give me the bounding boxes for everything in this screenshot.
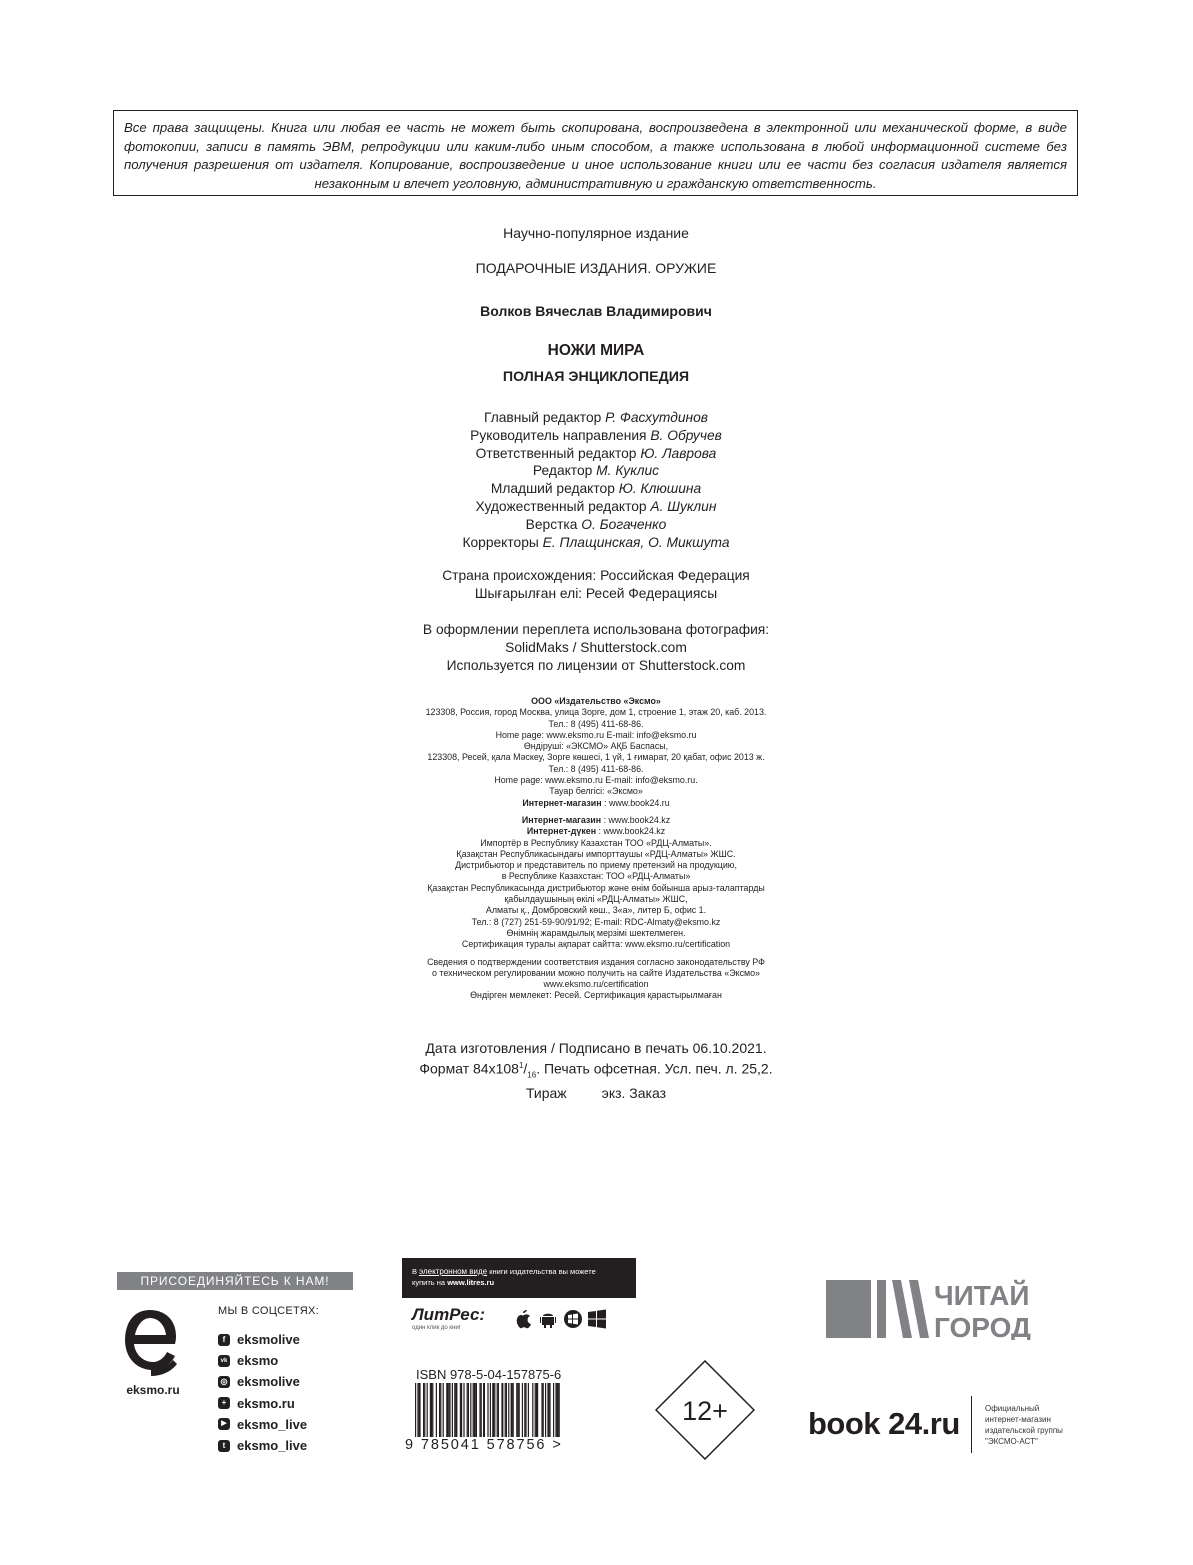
- social-item-instagram[interactable]: ◎ eksmolive: [218, 1371, 358, 1392]
- windows-phone-icon: [563, 1309, 581, 1329]
- windows-icon: [587, 1309, 605, 1329]
- photo-credit: В оформлении переплета использована фотография: SolidMaks / Shutterstock.com Используется по лицензии от Shutterstock.com: [422, 622, 770, 673]
- social-title: МЫ В СОЦСЕТЯХ:: [218, 1305, 320, 1317]
- imprint-line: Қазақстан Республикасындағы импорттаушы «РДЦ-Алматы» ЖШС.: [456, 848, 736, 859]
- youtube-icon: ▶: [218, 1418, 230, 1430]
- eksmo-url[interactable]: eksmo.ru: [126, 1383, 180, 1397]
- apple-icon: [515, 1309, 533, 1329]
- book24-note: Официальный интернет-магазин издательской группы "ЭКСМО-АСТ": [985, 1404, 1063, 1446]
- svg-text:ГОРОД: ГОРОД: [934, 1312, 1031, 1340]
- author-name: Волков Вячеслав Владимирович: [480, 303, 712, 319]
- social-item-vk[interactable]: vk eksmo: [218, 1350, 358, 1371]
- credit-line: Художественный редактор А. Шуклин: [475, 498, 717, 514]
- credits-list: [340, 409, 852, 551]
- credit-line: Руководитель направления В. Обручев: [470, 427, 722, 443]
- svg-text:12+: 12+: [682, 1396, 728, 1426]
- imprint-line: Тауар белгісі: «Эксмо»: [549, 786, 643, 797]
- litres-banner[interactable]: В электронном виде книги издательства вы можете купить на www.litres.ru: [402, 1258, 636, 1298]
- imprint-line: www.eksmo.ru/certification: [543, 979, 649, 990]
- imprint-line: Тел.: 8 (727) 251-59-90/91/92; E-mail: RDC-Almaty@eksmo.kz: [471, 916, 721, 927]
- book24-logo: book 24.ru: [808, 1406, 960, 1441]
- credit-line: Корректоры Е. Плащинская, О. Микшута: [462, 534, 730, 550]
- social-list: [218, 1329, 358, 1456]
- social-item-youtube[interactable]: ▶ eksmo_live: [218, 1414, 358, 1435]
- barcode-icon: [413, 1383, 563, 1442]
- join-us-banner: ПРИСОЕДИНЯЙТЕСЬ К НАМ!: [117, 1272, 353, 1290]
- credit-line: Ответственный редактор Ю. Лаврова: [475, 445, 717, 461]
- android-icon: [539, 1309, 557, 1329]
- site-icon: +: [218, 1397, 230, 1409]
- imprint-line: қабылдаушының өкілі «РДЦ-Алматы» ЖШС,: [504, 894, 688, 905]
- eksmo-logo-icon: [121, 1306, 179, 1385]
- publisher-imprint: ООО «Издательство «Эксмо» 123308, Россия, город Москва, улица Зорге, дом 1, строение 1, этаж 20, каб. 2013. Тел.: 8 (495) 411-68-86. Home page: www.eksmo.ru E-mail: info@eksmo.ru Өндіруші: «ЭКСМО» АҚБ Баспасы, 123308, Ресей, қала Мәскеу, Зорге көшесі, 1 үй, 1 ғимарат, 20 қабат, офис 2013 ж. Тел.: 8 (495) 411-68-86. Home page: www.eksmo.ru E-mail: info@eksmo.ru. Тауар белгісі: «Эксмо» Интернет-магазин : www.book24.ru Интернет-магазин : www.book24.kz Интернет-дүкен : www.book24.kz Импортёр в Республику Казахстан ТОО «РДЦ-Алматы». Қазақстан Республикасындағы импорттаушы «РДЦ-Алматы» ЖШС. Дистрибьютор и представитель по приему претензий на продукцию, в Республике Казахстан: ТОО «РДЦ-Алматы» Қазақстан Республикасында дистрибьютор және өнім бойынша арыз-талаптарды қабылдаушының өкілі «РДЦ-Алматы» ЖШС, Алматы қ., Домбровский көш., 3«а», литер Б, офис 1. Тел.: 8 (727) 251-59-90/91/92; E-mail: RDC-Almaty@eksmo.kz Өнімнің жарамдылық мерзімі шектелмеген. Сертификация туралы ақпарат сайтта: www.eksmo.ru/certification Сведения о подтверждении соответствия издания согласно законодательству РФ о техническом регулировании можно получить на сайте Издательства «Эксмо» www.eksmo.ru/certification Өндірген мемлекет: Ресей. Сертификация қарастырылмаған: [340, 696, 852, 1002]
- imprint-line: Сведения о подтверждении соответствия издания согласно законодательству РФ: [427, 956, 765, 967]
- isbn: ISBN 978-5-04-157875-6: [416, 1367, 562, 1382]
- imprint-line: Өндіруші: «ЭКСМО» АҚБ Баспасы,: [523, 741, 669, 752]
- social-item-facebook[interactable]: f eksmolive: [218, 1329, 358, 1350]
- imprint-line: 123308, Россия, город Москва, улица Зорге, дом 1, строение 1, этаж 20, каб. 2013.: [425, 707, 767, 718]
- imprint-line: Дистрибьютор и представитель по приему претензий на продукцию,: [455, 860, 737, 871]
- series-name: ПОДАРОЧНЫЕ ИЗДАНИЯ. ОРУЖИЕ: [475, 260, 717, 276]
- credit-line: Редактор М. Куклис: [532, 463, 660, 479]
- imprint-line: Сертификация туралы ақпарат сайтта: www.eksmo.ru/certification: [461, 939, 731, 950]
- production-info: Дата изготовления / Подписано в печать 06.10.2021. Формат $84x108^1/_{16}$. Печать офсетная. Усл. печ. л. 25,2. Тираж экз. Заказ: [419, 1040, 773, 1102]
- vk-icon: vk: [218, 1355, 230, 1367]
- imprint-line: Алматы қ., Домбровский көш., 3«а», литер Б, офис 1.: [485, 905, 707, 916]
- social-item-twitter[interactable]: t eksmo_live: [218, 1435, 358, 1456]
- credit-line: Главный редактор Р. Фасхутдинов: [484, 410, 708, 425]
- credit-line: Верстка О. Богаченко: [525, 516, 667, 532]
- litres-tagline: один клик до книг: [412, 1325, 461, 1331]
- imprint-line: Home page: www.eksmo.ru E-mail: info@eksmo.ru.: [494, 775, 698, 786]
- chitai-gorod-logo: [826, 1278, 1058, 1345]
- book-subtitle: ПОЛНАЯ ЭНЦИКЛОПЕДИЯ: [502, 369, 690, 385]
- litres-logo: ЛитРес:: [412, 1305, 486, 1324]
- age-rating-badge: [655, 1360, 755, 1465]
- country-of-origin: Страна происхождения: Российская Федерация Шығарылған елі: Ресей Федерациясы: [442, 568, 750, 601]
- facebook-icon: f: [218, 1334, 230, 1346]
- rights-notice: Все права защищены. Книга или любая ее часть не может быть скопирована, воспроизведена в электронной или механической форме, в виде фотокопии, записи в память ЭВМ, репродукции или каким-либо иным способом, а также использована в любой информационной системе без получения разрешения от издателя. Копирование, воспроизведение и иное использование книги или ее части без согласия издателя является незаконным и влечет уголовную, административную и гражданскую ответственность.: [113, 110, 1078, 196]
- imprint-line: Қазақстан Республикасында дистрибьютор және өнім бойынша арыз-талаптарды: [427, 882, 765, 893]
- imprint-line: Өндірген мемлекет: Ресей. Сертификация қарастырылмаған: [470, 990, 722, 1001]
- instagram-icon: ◎: [218, 1376, 230, 1388]
- imprint-line: Тел.: 8 (495) 411-68-86.: [548, 718, 644, 729]
- credit-line: Младший редактор Ю. Клюшина: [490, 481, 702, 497]
- twitter-icon: t: [218, 1440, 230, 1452]
- divider: [971, 1396, 972, 1453]
- imprint-line: Home page: www.eksmo.ru E-mail: info@eksmo.ru: [495, 729, 697, 740]
- imprint-line: Өнімнің жарамдылық мерзімі шектелмеген.: [506, 927, 686, 938]
- book-title: НОЖИ МИРА: [547, 342, 645, 359]
- edition-type: Научно-популярное издание: [503, 225, 689, 241]
- imprint-line: Импортёр в Республику Казахстан ТОО «РДЦ-Алматы».: [480, 837, 712, 848]
- platform-icons: [515, 1309, 605, 1329]
- imprint-line: 123308, Ресей, қала Мәскеу, Зорге көшесі, 1 үй, 1 ғимарат, 20 қабат, офис 2013 ж.: [427, 752, 765, 763]
- imprint-line: о техническом регулировании можно получить на сайте Издательства «Эксмо»: [432, 967, 760, 978]
- svg-text:ЧИТАЙ: ЧИТАЙ: [934, 1280, 1030, 1311]
- barcode-digits: 9 785041 578756 >: [405, 1437, 563, 1453]
- social-item-site[interactable]: + eksmo.ru: [218, 1393, 358, 1414]
- imprint-line: в Республике Казахстан: ТОО «РДЦ-Алматы»: [501, 871, 691, 882]
- imprint-line: Тел.: 8 (495) 411-68-86.: [548, 763, 644, 774]
